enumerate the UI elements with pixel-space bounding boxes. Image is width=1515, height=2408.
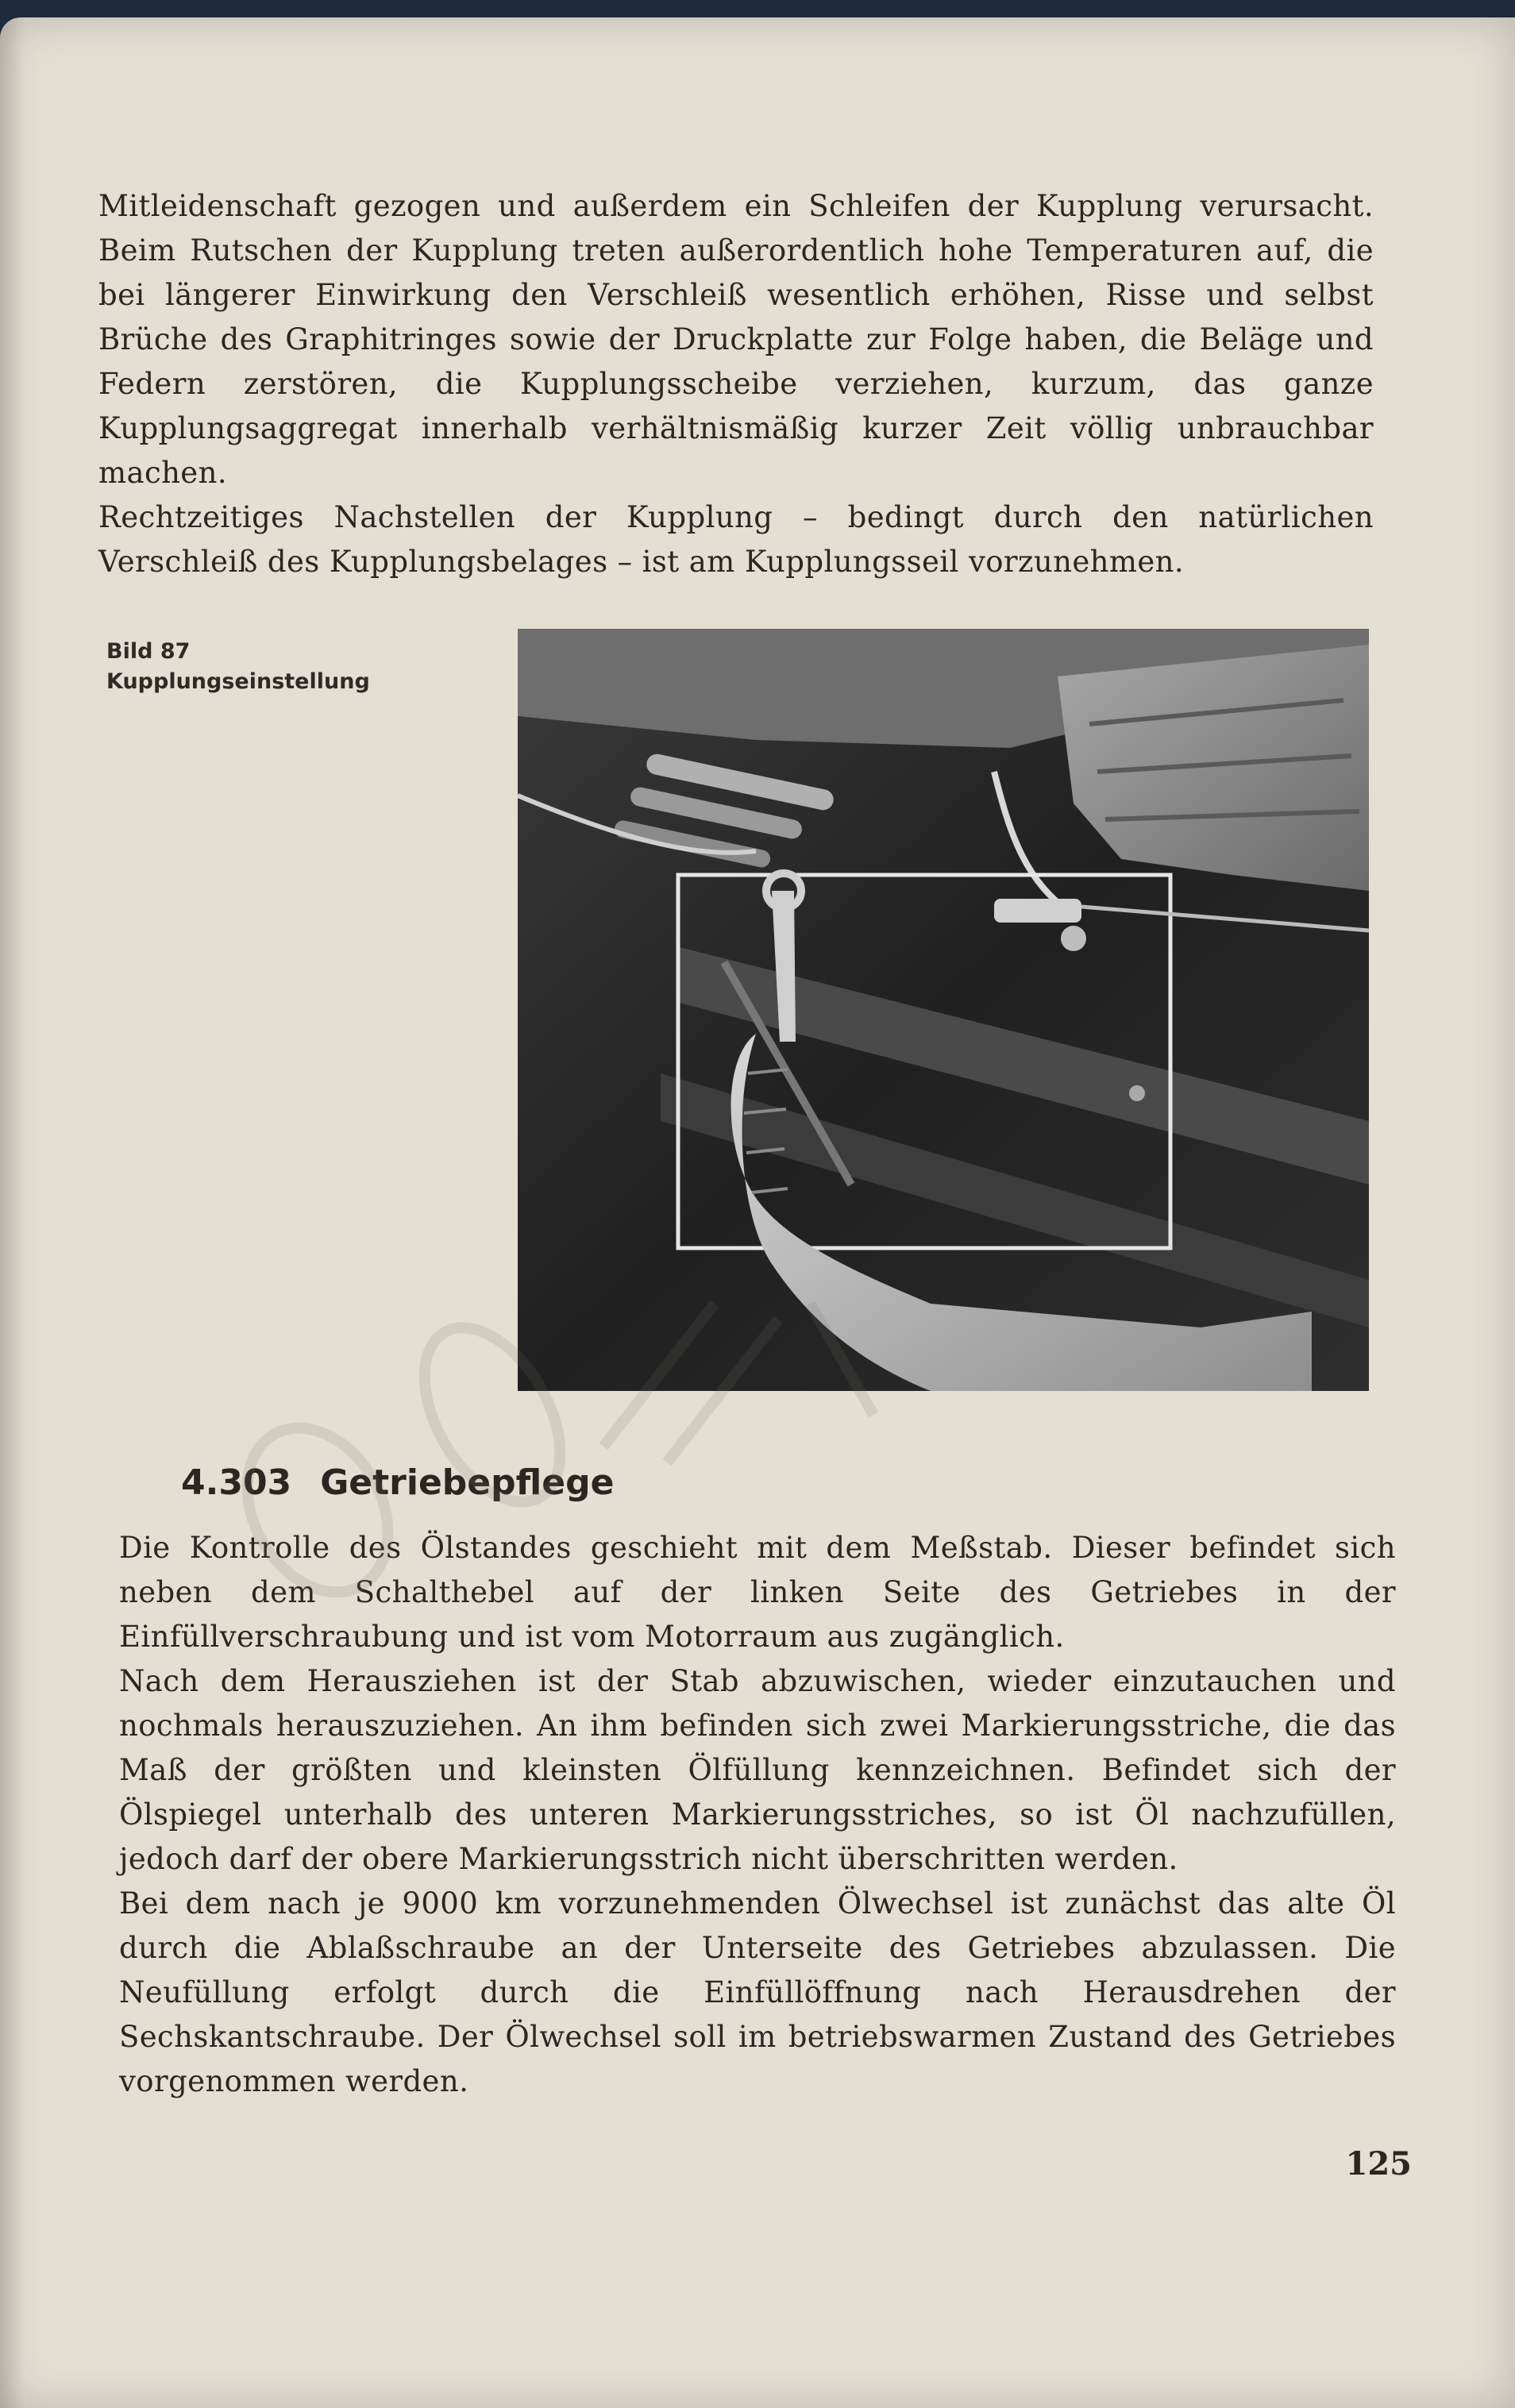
bottom-text-block — [119, 1526, 1396, 2104]
clutch-adjustment-photo — [518, 629, 1369, 1391]
paragraph: Die Kontrolle des Ölstandes geschieht mit dem Meßstab. Dieser befindet sich neben dem Schalthebel auf der linken Seite des Getriebes in der Einfüllverschraubung und ist vom Motorraum aus zugänglich. — [119, 1531, 1396, 1654]
figure-caption-text: Kupplungseinstellung — [106, 669, 370, 694]
paragraph: Nach dem Herausziehen ist der Stab abzuwischen, wieder einzutauchen und nochmals herauszuziehen. An ihm befinden sich zwei Markierungsstriche, die das Maß der größten und kleinsten Ölfüllung kennzeichnen. Befindet sich der Ölspiegel unterhalb des unteren Markierungsstriches, so ist Öl nachzufüllen, jedoch darf der obere Markierungsstrich nicht überschritten werden. — [119, 1664, 1396, 1876]
book-page — [0, 17, 1515, 2408]
section-heading — [181, 1462, 614, 1503]
paragraph: Bei dem nach je 9000 km vorzunehmenden Ölwechsel ist zunächst das alte Öl durch die Ablaßschraube an der Unterseite des Getriebes abzulassen. Die Neufüllung erfolgt durch die Einfüllöffnung nach Herausdrehen der Sechskantschraube. Der Ölwechsel soll im betriebswarmen Zustand des Getriebes vorgenommen werden. — [119, 1886, 1396, 2098]
paragraph: Rechtzeitiges Nachstellen der Kupplung – bedingt durch den natürlichen Verschleiß des Kupplungsbelages – ist am Kupplungsseil vorzunehmen. — [98, 500, 1374, 579]
top-text-block — [98, 184, 1374, 584]
page-number: 125 — [1345, 2145, 1412, 2183]
section-number: 4.303 — [181, 1462, 292, 1503]
paragraph: Mitleidenschaft gezogen und außerdem ein Schleifen der Kupplung verursacht. Beim Rutschen der Kupplung treten außerordentlich hohe Temperaturen auf, die bei längerer Einwirkung den Verschleiß wesentlich erhöhen, Risse und selbst Brüche des Graphitringes sowie der Druckplatte zur Folge haben, die Beläge und Federn zerstören, die Kupplungsscheibe verziehen, kurzum, das ganze Kupplungsaggregat innerhalb verhältnismäßig kurzer Zeit völlig unbrauchbar machen. — [98, 189, 1374, 490]
photo-illustration — [518, 629, 1369, 1391]
figure-caption — [106, 637, 440, 697]
figure-label: Bild 87 — [106, 639, 191, 664]
section-title: Getriebepflege — [320, 1462, 615, 1503]
